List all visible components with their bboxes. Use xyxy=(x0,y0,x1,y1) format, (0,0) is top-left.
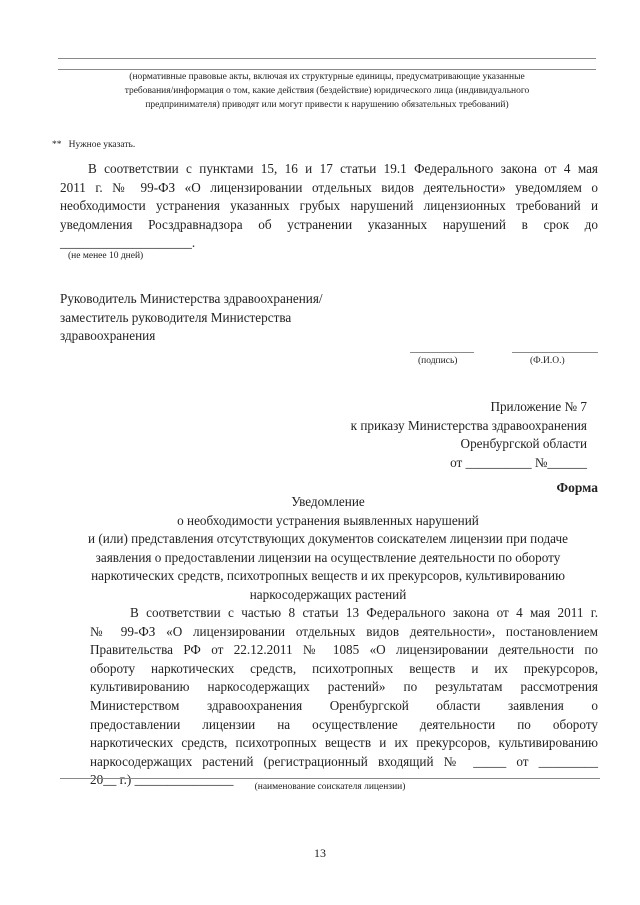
top-note-line-2: требования/информация о том, какие действия (бездействие) юридического лица (индивидуального xyxy=(124,86,530,96)
form-line: обороту наркотических средств, психотропных веществ и их прекурсоров, xyxy=(90,660,598,676)
applicant-rule xyxy=(60,778,600,779)
appendix-block xyxy=(267,398,587,472)
notice-paragraph xyxy=(60,160,598,253)
form-line: № 99-ФЗ «О лицензировании отдельных видов деятельности», постановлением xyxy=(90,623,598,639)
appendix-date-number: от __________ №______ xyxy=(450,454,587,470)
form-line: наркотических средств, психотропных веществ и их прекурсоров, культивированию xyxy=(90,735,598,751)
title-line-2: о необходимости устранения выявленных нарушений xyxy=(177,512,479,528)
notice-title xyxy=(58,493,598,605)
title-line-6: наркосодержащих растений xyxy=(249,586,407,602)
name-label: (Ф.И.О.) xyxy=(530,356,565,366)
title-line-3: и (или) представления отсутствующих документов соискателем лицензии при подаче xyxy=(88,531,568,547)
footnote xyxy=(52,138,135,152)
form-line: Министерством здравоохранения Оренбургской области заявления о xyxy=(90,697,598,713)
signatory-line-2: заместитель руководителя Министерства xyxy=(60,309,292,325)
top-note xyxy=(58,70,596,112)
signature-line xyxy=(410,352,474,353)
form-label: Форма xyxy=(556,480,598,495)
appendix-number: Приложение № 7 xyxy=(490,399,587,414)
notice-line: 2011 г. № 99-ФЗ «О лицензировании отдельных видов деятельности» уведомляем о xyxy=(60,179,598,195)
form-line: наркосодержащих растений (регистрационный входящий № _____ от _________ xyxy=(90,753,598,769)
footnote-marker: ** xyxy=(52,140,62,150)
form-line: предоставлении лицензии на осуществление деятельности по обороту xyxy=(90,716,598,732)
form-paragraph xyxy=(90,604,598,790)
signatory-block xyxy=(60,290,323,346)
appendix-region: Оренбургской области xyxy=(460,436,587,452)
deadline-hint: (не менее 10 дней) xyxy=(68,251,144,261)
name-line xyxy=(512,352,598,353)
applicant-label: (наименование соискателя лицензии) xyxy=(254,782,406,792)
form-line: культивированию наркосодержащих растений» по результатам рассмотрения xyxy=(90,679,598,695)
form-line: Правительства РФ от 22.12.2011 № 1085 «О лицензировании деятельности по xyxy=(90,642,598,658)
notice-line: необходимости устранения указанных грубых нарушений лицензионных требований и xyxy=(60,198,598,214)
signatory-line-3: здравоохранения xyxy=(60,328,156,344)
top-rule-1 xyxy=(58,58,596,59)
footnote-text: Нужное указать. xyxy=(68,140,136,150)
deadline-blank: ____________________. xyxy=(60,235,196,251)
page-number: 13 xyxy=(314,846,326,860)
title-line-4: заявления о предоставлении лицензии на осуществление деятельности по обороту xyxy=(95,549,561,565)
title-line-1: Уведомление xyxy=(291,494,365,509)
top-note-line-3: предпринимателя) приводят или могут привести к нарушению обязательных требований) xyxy=(145,100,509,110)
appendix-order: к приказу Министерства здравоохранения xyxy=(350,417,587,433)
signature-label: (подпись) xyxy=(418,356,458,366)
form-line: В соответствии с частью 8 статьи 13 Федерального закона от 4 мая 2011 г. xyxy=(130,605,598,620)
notice-line: уведомления Росздравнадзора об устранении указанных нарушений в срок до xyxy=(60,216,598,232)
top-note-line-1: (нормативные правовые акты, включая их структурные единицы, предусматривающие указанные xyxy=(129,72,525,82)
signatory-line-1: Руководитель Министерства здравоохранения/ xyxy=(60,291,323,306)
title-line-5: наркотических средств, психотропных веществ и их прекурсоров, культивированию xyxy=(91,568,565,584)
notice-line: В соответствии с пунктами 15, 16 и 17 статьи 19.1 Федерального закона от 4 мая xyxy=(88,161,598,176)
form-line: 20__ г.) _______________ xyxy=(90,772,234,788)
